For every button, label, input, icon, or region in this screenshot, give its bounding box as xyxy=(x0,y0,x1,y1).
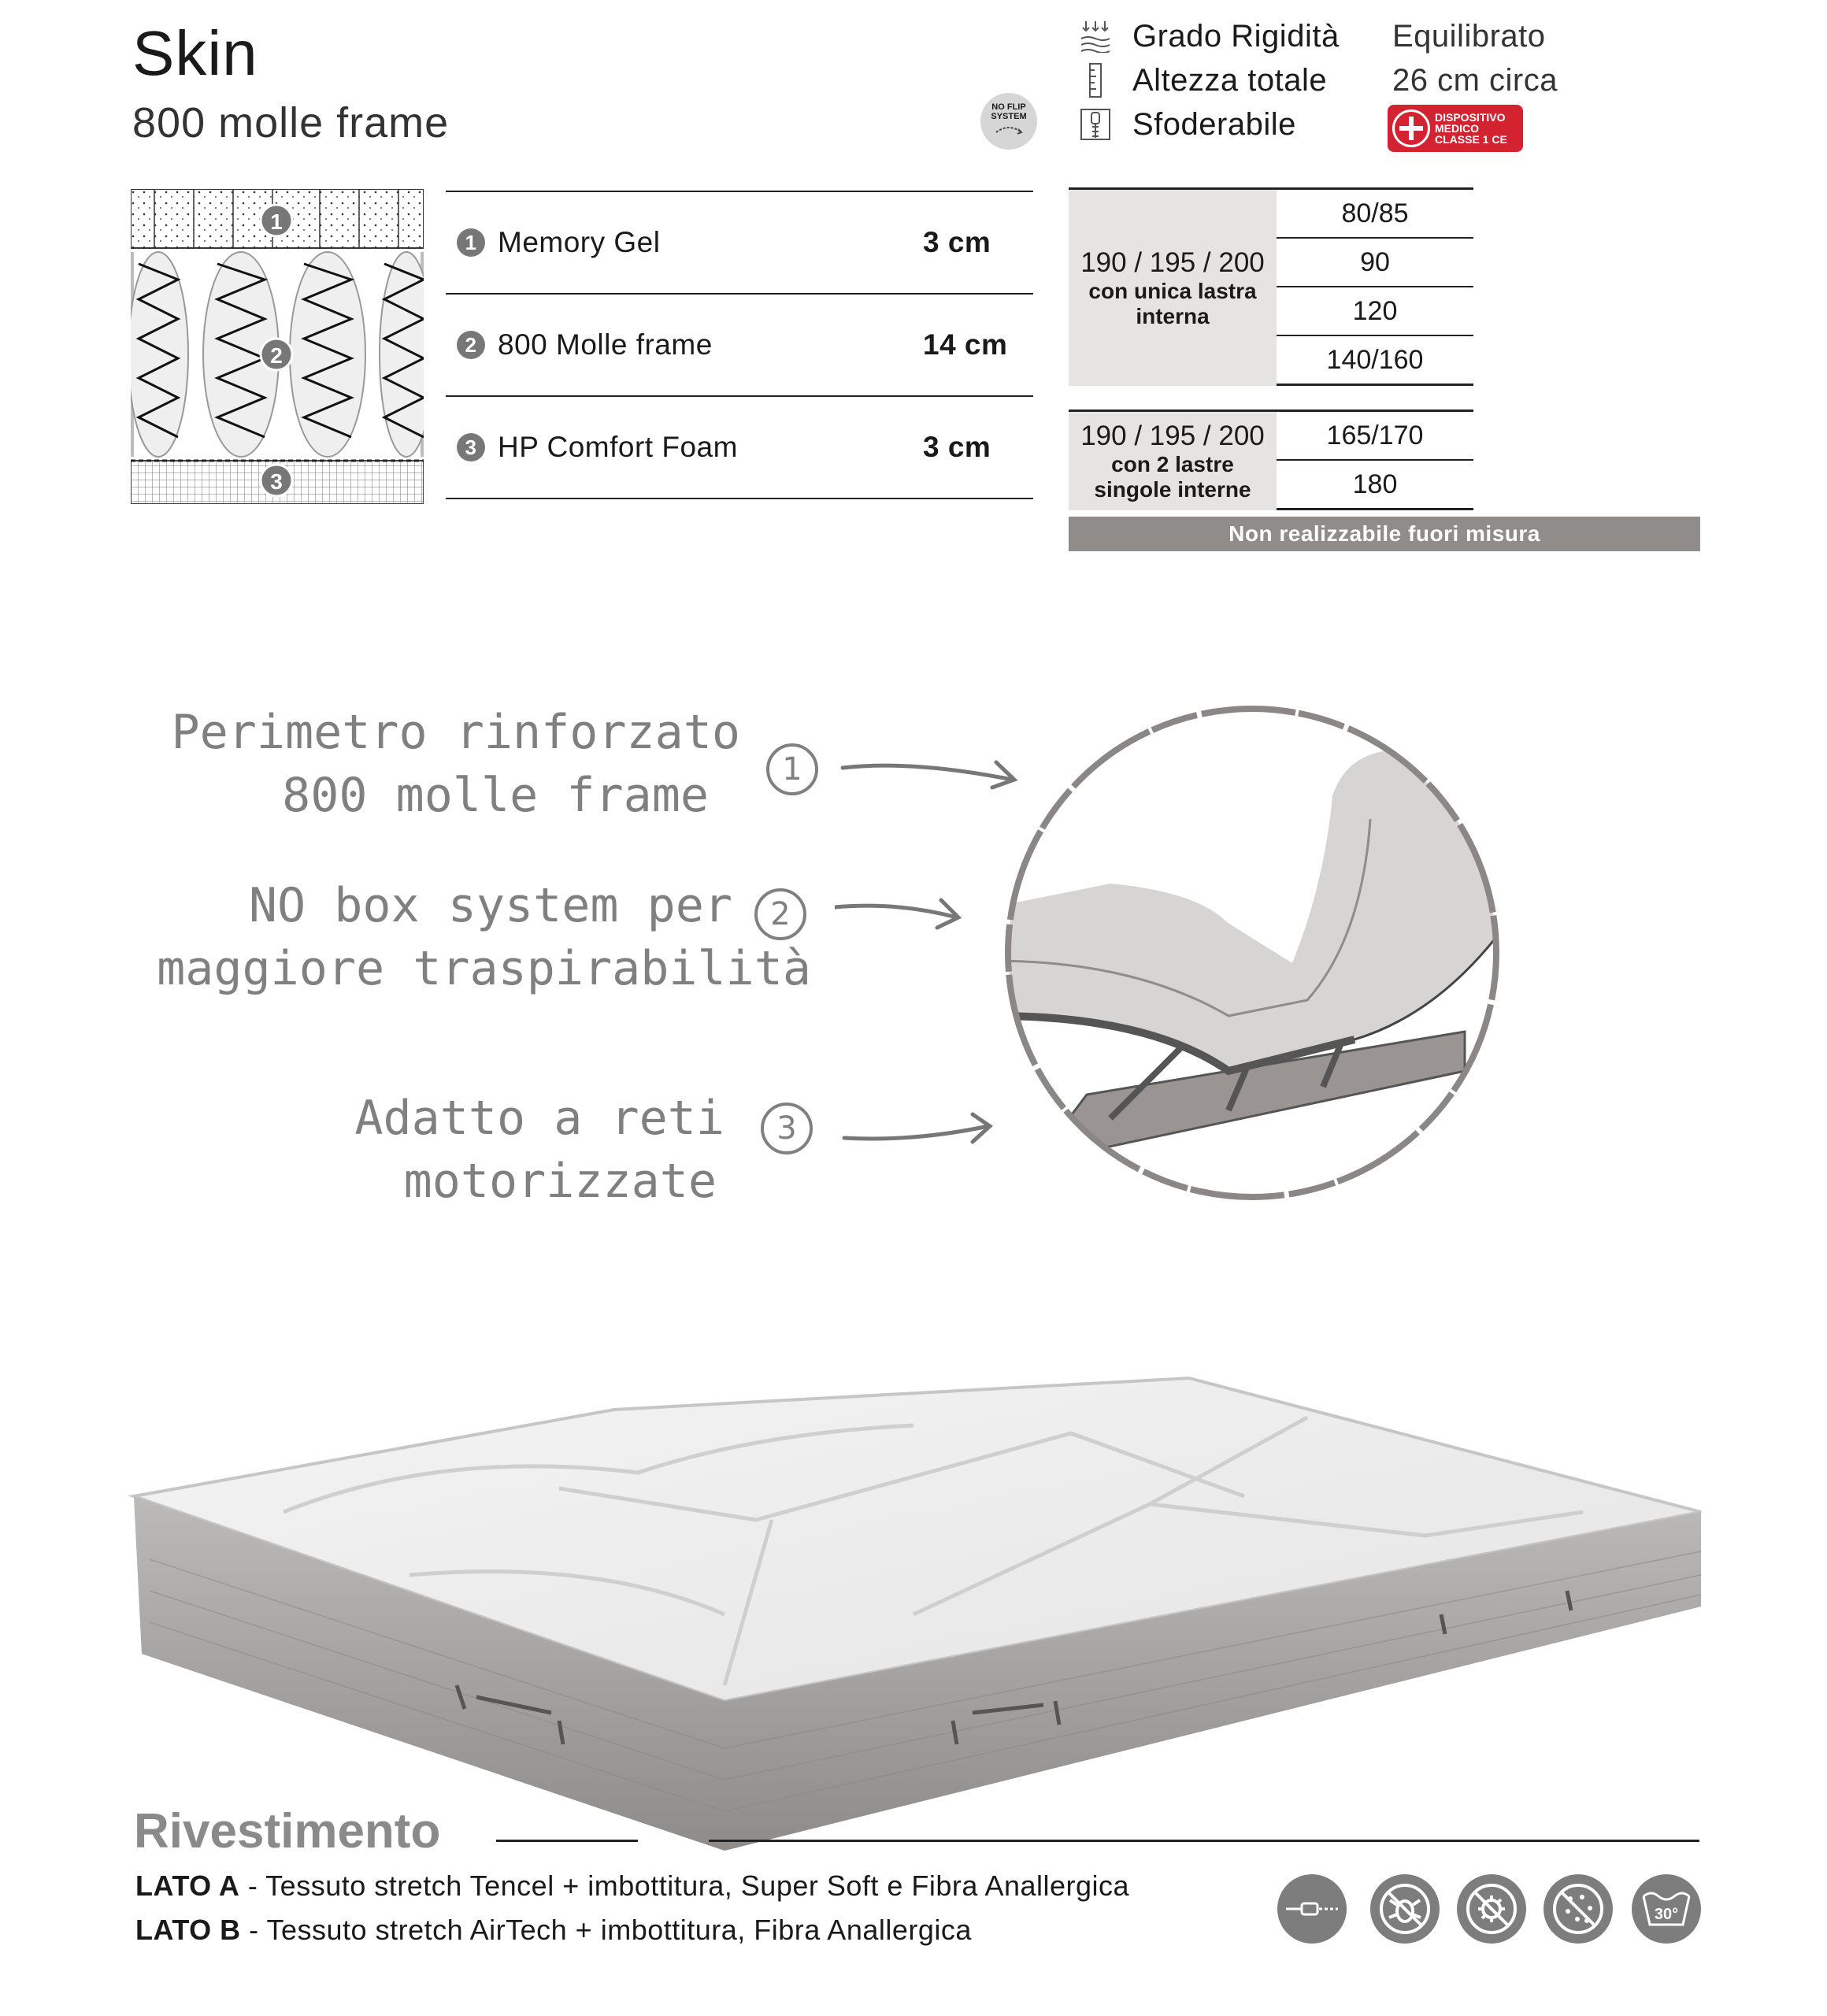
svg-text:2: 2 xyxy=(270,343,283,368)
spec-height xyxy=(1079,58,1558,102)
spec-removable-label: Sfoderabile xyxy=(1132,106,1296,142)
layer-row xyxy=(446,191,1033,293)
spec-height-label: Altezza totale xyxy=(1132,62,1328,98)
spec-removable xyxy=(1079,102,1392,146)
motorized-bed-illustration xyxy=(992,701,1512,1205)
feature-1-text xyxy=(158,701,740,827)
mattress-illustration xyxy=(126,1354,1709,1858)
layer-size: 3 cm xyxy=(923,226,991,258)
svg-text:3: 3 xyxy=(270,469,283,494)
layers-table xyxy=(446,191,1033,499)
no-flip-line2: SYSTEM xyxy=(991,112,1027,121)
feature-3-line2: motorizzate xyxy=(403,1154,717,1209)
badge-line1: DISPOSITIVO xyxy=(1435,111,1506,124)
height-icon xyxy=(1079,62,1112,98)
feature-3-number: 3 xyxy=(761,1102,813,1154)
side-a-description xyxy=(135,1870,1129,1903)
size-group-left xyxy=(1069,412,1277,510)
layer-row xyxy=(446,395,1033,499)
layer-size: 14 cm xyxy=(923,328,1008,361)
size-group-double xyxy=(1069,410,1473,510)
feature-1-number: 1 xyxy=(766,743,818,795)
anti-bacterial-icon xyxy=(1457,1874,1526,1944)
divider xyxy=(496,1840,638,1842)
anti-mite-icon xyxy=(1370,1874,1440,1944)
svg-text:1: 1 xyxy=(270,209,283,234)
feature-2-line1: NO box system per xyxy=(248,878,732,933)
feature-1-line1: Perimetro rinforzato xyxy=(171,705,740,760)
zipper-icon xyxy=(1079,106,1112,143)
size-group-single xyxy=(1069,187,1473,386)
medical-device-badge xyxy=(1388,105,1523,152)
side-a-text: - Tessuto stretch Tencel + imbottitura, Super Soft e Fibra Anallergica xyxy=(239,1870,1130,1902)
side-a-label: LATO A xyxy=(135,1870,240,1902)
product-subtitle: 800 molle frame xyxy=(132,99,450,146)
spec-firmness-value: Equilibrato xyxy=(1392,18,1546,54)
spec-firmness-label: Grado Rigidità xyxy=(1132,18,1340,54)
layer-row xyxy=(446,293,1033,395)
medical-cross-icon xyxy=(1392,109,1430,147)
layer-number: 3 xyxy=(457,433,485,461)
layer-number: 1 xyxy=(457,228,485,257)
size-width: 80/85 xyxy=(1277,190,1473,239)
badge-line2: MEDICO xyxy=(1435,122,1479,135)
wash-30-icon xyxy=(1632,1874,1701,1944)
flip-arrow-icon xyxy=(993,121,1025,137)
divider xyxy=(709,1840,1699,1842)
size-note: con 2 lastre singole interne xyxy=(1094,451,1251,502)
arrow-2 xyxy=(835,906,957,917)
product-title: Skin xyxy=(132,18,258,88)
mattress-cross-section xyxy=(131,189,424,504)
size-group-left xyxy=(1069,190,1277,386)
rivestimento-title: Rivestimento xyxy=(134,1804,441,1858)
layer-number: 2 xyxy=(457,331,485,359)
layer-name: 800 Molle frame xyxy=(498,328,713,361)
arrow-3 xyxy=(844,1126,988,1139)
no-flip-badge xyxy=(980,93,1037,150)
layer-name: Memory Gel xyxy=(498,226,661,258)
side-b-label: LATO B xyxy=(135,1914,241,1946)
no-flip-line1: NO FLIP xyxy=(991,102,1026,112)
arrow-1 xyxy=(843,765,1012,780)
spec-firmness xyxy=(1079,14,1546,58)
badge-line3: CLASSE 1 CE xyxy=(1435,133,1507,146)
zip-icon xyxy=(1277,1874,1347,1944)
feature-1-line2: 800 molle frame xyxy=(282,768,709,823)
size-width: 120 xyxy=(1277,287,1473,336)
wash-temperature-label: 30° xyxy=(1654,1906,1679,1923)
size-width: 165/170 xyxy=(1277,412,1473,461)
feature-3-line1: Adatto a reti xyxy=(354,1091,724,1146)
size-dims: 190 / 195 / 200 xyxy=(1080,246,1265,278)
size-dims: 190 / 195 / 200 xyxy=(1080,420,1265,451)
feature-2-line2: maggiore traspirabilità xyxy=(157,941,811,996)
side-b-text: - Tessuto stretch AirTech + imbottitura, Fibra Anallergica xyxy=(240,1914,972,1946)
anti-allergic-icon xyxy=(1544,1874,1613,1944)
layer-name: HP Comfort Foam xyxy=(498,431,738,463)
size-note: con unica lastra interna xyxy=(1088,278,1257,328)
custom-size-note: Non realizzabile fuori misura xyxy=(1069,517,1700,551)
layer-size: 3 cm xyxy=(923,431,991,463)
spec-height-value: 26 cm circa xyxy=(1392,62,1558,98)
feature-2-number: 2 xyxy=(754,888,806,940)
size-width: 140/160 xyxy=(1277,336,1473,386)
sizes-table xyxy=(1069,187,1473,510)
firmness-icon xyxy=(1079,18,1112,54)
size-width: 90 xyxy=(1277,239,1473,287)
feature-2-text xyxy=(110,874,811,1000)
side-b-description xyxy=(135,1914,972,1947)
size-width: 180 xyxy=(1277,461,1473,510)
feature-3-text xyxy=(236,1087,724,1213)
